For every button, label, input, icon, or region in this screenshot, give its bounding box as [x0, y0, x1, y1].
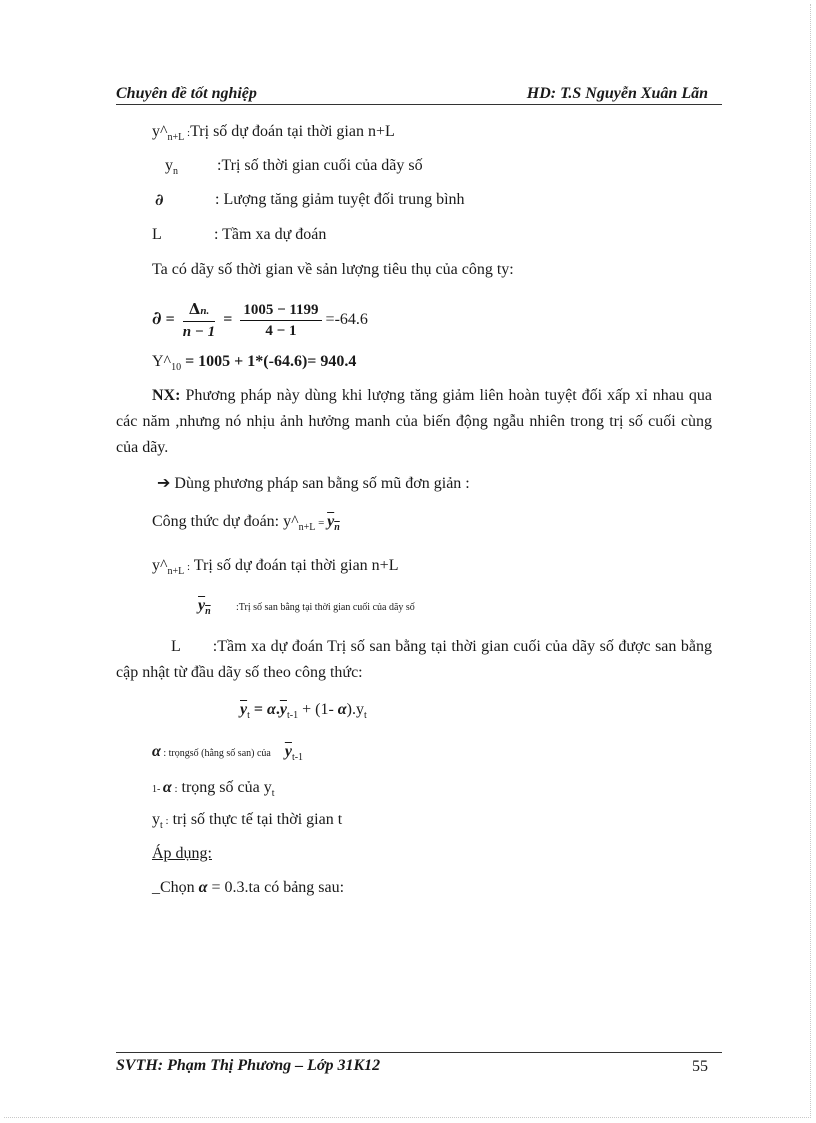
horizon-text: :Tầm xa dự đoán Trị số san bằng tại thời gian cuối của dãy số được san bằng cập nhật từ đầu dãy số theo công thức: — [116, 638, 712, 681]
forecast-formula-eq: = — [315, 517, 328, 529]
nx-label: NX: — [152, 387, 181, 404]
def-text: : Lượng tăng giảm tuyệt đối trung bình — [215, 191, 465, 208]
def-avg-change — [155, 190, 555, 211]
def-forecast-value — [152, 122, 395, 148]
formula-lhs-sub: 10 — [171, 362, 182, 373]
def-symbol: L — [152, 226, 162, 243]
alpha-symbol: α — [162, 779, 172, 796]
def-text: trị số thực tế tại thời gian t — [172, 811, 343, 828]
fraction-1-denominator: n − 1 — [182, 323, 216, 340]
def-forecast-value-2 — [152, 556, 398, 582]
def-symbol: $y_n$ — [198, 597, 211, 617]
one-minus-alpha-def: 1- α : trọng số của $y_t$ — [152, 779, 275, 799]
formula-rhs: = 1005 + 1*(-64.6)= 940.4 — [185, 353, 357, 370]
arrow-icon: ➔ — [157, 475, 171, 492]
formula-lhs: ∂ — [152, 308, 162, 329]
y-prev: $\overline{y}$ — [284, 743, 292, 760]
footer-author: SVTH: Phạm Thị Phương – Lớp 31K12 — [116, 1057, 381, 1074]
def-text: Trị số dự đoán tại thời gian n+L — [193, 557, 399, 574]
alpha-symbol: α — [198, 879, 208, 896]
forecast-formula-rhs: $y_n$ — [327, 513, 340, 533]
actual-value-def: $y_t$ : trị số thực tế tại thời gian t — [152, 811, 343, 831]
def-symbol-sub: n+L — [167, 566, 185, 577]
def-text: : Tầm xa dự đoán — [214, 226, 327, 243]
nx-paragraph — [116, 383, 712, 461]
def-text: :Trị số san bằng tại thời gian cuối của dãy số — [236, 602, 415, 613]
horizon-sym: L — [171, 638, 181, 655]
fraction-2 — [240, 301, 321, 340]
nx-text: Phương pháp này dùng khi lượng tăng giảm liên hoàn tuyệt đối xấp xỉ nhau qua các năm ,nhưng nó nhịu ảnh hưởng manh của biến động ngẫu nhiên trong trị số cuối cùng của dãy. — [116, 387, 712, 456]
def-symbol: ∂ — [155, 190, 164, 209]
fraction-1 — [183, 300, 215, 341]
alpha-text: : trọngsố (hằng số san) của — [160, 748, 271, 759]
header-left: Chuyên đề tốt nghiệp — [116, 85, 257, 102]
footer-rule — [116, 1052, 722, 1053]
forecast-formula — [152, 512, 340, 538]
forecast-y10-formula — [152, 352, 356, 378]
def-text: Trị số dự đoán tại thời gian n+L — [190, 123, 395, 140]
def-symbol-sub: n+L — [167, 132, 185, 143]
def-symbol: y — [165, 157, 173, 174]
intro-line: Ta có dãy số thời gian về sản lượng tiêu thụ của công ty: — [152, 261, 514, 278]
smoothing-formula: $\overline{y}_t = \alpha.\overline{y}_{t-1} + (1-$ $\alpha).y_t$ — [240, 701, 367, 721]
page-number: 55 — [692, 1058, 708, 1075]
alpha-symbol: α — [152, 743, 161, 760]
forecast-formula-sub: n+L — [298, 522, 316, 533]
formula-result: =-64.6 — [325, 311, 368, 328]
fraction-1-numerator: Δn. — [183, 300, 215, 322]
fraction-2-denominator: 4 − 1 — [265, 322, 297, 339]
def-horizon — [152, 225, 552, 245]
def-text: trọng số của y — [181, 779, 272, 796]
horizon-paragraph — [116, 634, 712, 686]
forecast-formula-label: Công thức dự đoán: y^ — [152, 513, 299, 530]
method-line — [157, 474, 470, 494]
def-sep: : — [184, 127, 191, 139]
apply-label: Áp dụng: — [152, 845, 212, 862]
def-symbol: y^ — [152, 557, 168, 574]
def-symbol-sub: n — [173, 166, 178, 177]
fraction-2-numerator: 1005 − 1199 — [240, 301, 321, 321]
alpha-symbol: α — [267, 701, 276, 718]
choose-alpha-line: _Chọn α = 0.3.ta có bảng sau: — [152, 879, 345, 896]
alpha-symbol-2: α — [337, 701, 347, 718]
avg-change-formula: ∂ = $\frac{\Delta n.}{n - 1}$ = $\frac{1005 - 1199}{4 - 1}$ =-64.6 — [152, 299, 368, 340]
formula-lhs: $\overline{y}$ — [240, 701, 248, 718]
formula-lhs: Y^ — [152, 353, 172, 370]
header-right: HD: T.S Nguyễn Xuân Lãn — [526, 85, 708, 102]
def-last-value — [165, 156, 423, 182]
def-symbol: y^ — [152, 123, 168, 140]
header-rule — [116, 104, 722, 105]
formula-lhs-sub: t — [247, 710, 250, 721]
def-smoothed-value — [198, 596, 415, 622]
def-text: :Trị số thời gian cuối của dãy số — [217, 157, 423, 174]
method-text: Dùng phương pháp san bằng số mũ đơn giản : — [174, 475, 470, 492]
alpha-definition: α : trọngsố (hằng số san) của $\overline{y}_{t-1}$ — [152, 743, 304, 763]
def-sep: : — [184, 561, 191, 573]
prev-smoothed: $\overline{y}$ — [279, 701, 287, 718]
